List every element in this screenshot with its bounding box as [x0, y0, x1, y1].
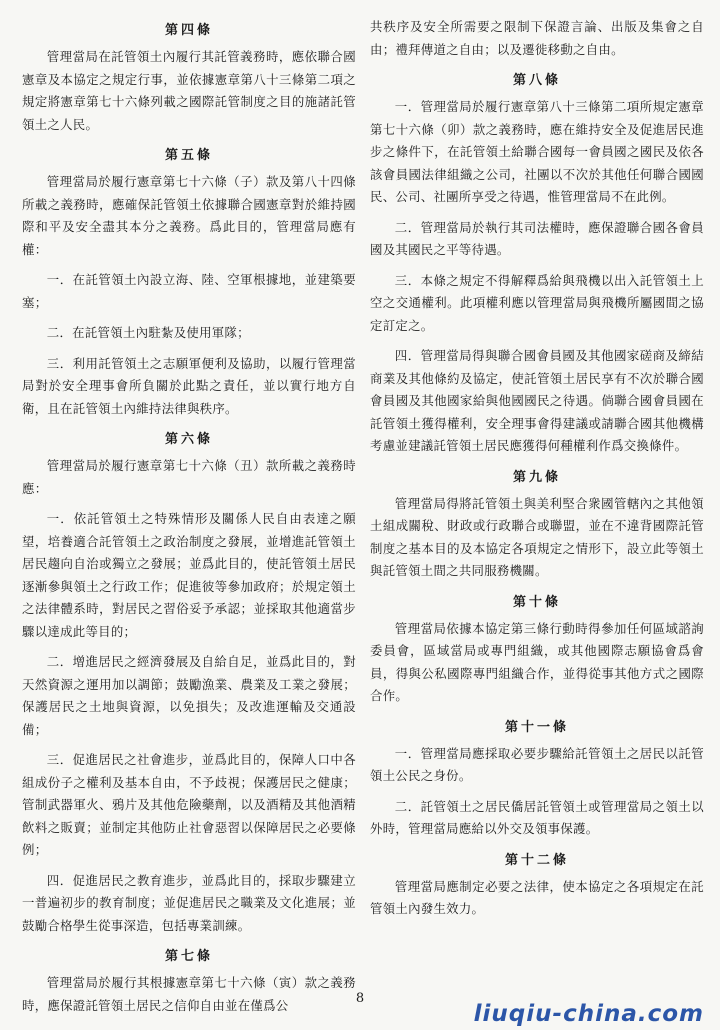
- article-paragraph: 三．本條之規定不得解釋爲給與飛機以出入託管領土上空之交通權利。此項權利應以管理當局與飛機所屬國間之協定訂定之。: [370, 272, 704, 333]
- article-paragraph: 管理當局得將託管領土與美利堅合衆國管轄內之其他領土組成關稅、財政或行政聯合或聯盟，並在不違背國際託管制度之基本目的及本協定各項規定之情形下，設立此等領土與託管領土間之共同服務機關。: [370, 495, 704, 578]
- article-paragraph: 管理當局依據本協定第三條行動時得參加任何區域諮詢委員會，區域當局或專門組織，或其他國際志願協會爲會員，得與公私國際專門組織合作，並得從事其他方式之國際合作。: [370, 620, 704, 703]
- two-column-body: [22, 16, 706, 1025]
- article-paragraph: 一．管理當局於履行憲章第八十三條第二項所規定憲章第七十六條（卯）款之義務時，應在維持安全及促進居民進步之條件下，在託管領土給聯合國每一會員國之國民及依各該會員國法律組織之公司，社團以不次於其他任何聯合國國民、公司、社團所享受之待遇，惟管理當局不在此例。: [370, 99, 704, 204]
- article-paragraph: 一．依託管領土之特殊情形及關係人民自由表達之願望，培養適合託管領土之政治制度之發展，並增進託管領土居民趨向自治或獨立之發展；並爲此目的，使託管領土居民逐漸參與領土之行政工作；促進彼等參加政府；於規定領土之法律體系時，對居民之習俗妥予承認；並採取其他適當步驟以達成此等目的；: [22, 511, 356, 639]
- article-paragraph: 四．促進居民之教育進步，並爲此目的，採取步驟建立一普遍初步的教育制度；並促進居民之職業及文化進展；並鼓勵合格學生從事深造，包括專業訓練。: [22, 872, 356, 933]
- page-number: 8: [355, 991, 365, 1006]
- article-paragraph: 管理當局於履行憲章第七十六條（子）款及第八十四條所載之義務時，應確保託管領土依據聯合國憲章對於維持國際和平及安全盡其本分之義務。爲此目的，管理當局應有權：: [22, 174, 356, 257]
- article-heading: 第九條: [512, 469, 561, 485]
- article-heading: 第十二條: [504, 852, 569, 868]
- article-paragraph: 管理當局應制定必要之法律，使本協定之各項規定在託管領土內發生效力。: [370, 878, 704, 916]
- article-paragraph: 一．在託管領土內設立海、陸、空軍根據地，並建築要塞；: [22, 272, 356, 310]
- left-column: [22, 16, 356, 1025]
- article-paragraph: 三．促進居民之社會進步，並爲此目的，保障人口中各組成份子之權利及基本自由，不予歧視；保護居民之健康；管制武器軍火、鴉片及其他危險藥劑，以及酒精及其他酒精飲料之販賣；並制定其他防止社會惡習以保障居民之必要條例；: [22, 752, 356, 857]
- article-heading: 第四條: [164, 23, 213, 38]
- article-heading: 第五條: [164, 148, 213, 163]
- article-paragraph: 管理當局於履行其根據憲章第七十六條（寅）款之義務時，應保證託管領土居民之信仰自由並在僅爲公: [22, 975, 356, 1013]
- article-paragraph: 二．在託管領土內駐紮及使用軍隊；: [46, 325, 250, 340]
- article-heading: 第十一條: [504, 719, 569, 735]
- article-paragraph: 二．管理當局於執行其司法權時，應保證聯合國各會員國及其國民之平等待遇。: [370, 219, 704, 257]
- article-paragraph: 二．增進居民之經濟發展及自給自足，並爲此目的，對天然資源之運用加以調節；鼓勵漁業、農業及工業之發展；保護居民之土地與資源，以免損失；及改進運輸及交通設備；: [22, 654, 356, 737]
- article-heading: 第七條: [164, 949, 213, 964]
- article-heading: 第十條: [512, 594, 561, 610]
- article-paragraph: 管理當局在託管領土內履行其託管義務時，應依聯合國憲章及本協定之規定行事，並依據憲章第八十三條第二項之規定將憲章第七十六條列載之國際託管制度之目的施諸託管領土之人民。: [22, 49, 356, 132]
- article-paragraph: 三．利用託管領土之志願軍便利及協助，以履行管理當局對於安全理事會所負關於此點之責任，並以實行地方自衛，且在託管領土內維持法律與秩序。: [22, 355, 356, 416]
- article-paragraph: 管理當局於履行憲章第七十六條（丑）款所載之義務時應：: [22, 458, 356, 496]
- article-heading: 第六條: [164, 432, 213, 447]
- right-column: [370, 16, 704, 1025]
- article-paragraph: 四．管理當局得與聯合國會員國及其他國家磋商及締結商業及其他條約及協定，使託管領土居民享有不次於聯合國會員國及其他國家給與他國國民之待遇。倘聯合國會員國在託管領土獲得權利，安全理事會得建議或請聯合國其他機構考慮並建議託管領土居民應獲得何種權利作爲交換條件。: [370, 348, 704, 453]
- article-heading: 第八條: [512, 73, 561, 88]
- article-paragraph: 共秩序及安全所需要之限制下保證言論、出版及集會之自由；禮拜傳道之自由；以及遷徙移動之自由。: [370, 19, 704, 57]
- article-paragraph: 一．管理當局應採取必要步驟給託管領土之居民以託管領土公民之身份。: [370, 745, 704, 783]
- site-watermark: liuqiu-china.com: [473, 1001, 704, 1027]
- article-paragraph: 二．託管領土之居民僑居託管領土或管理當局之領土以外時，管理當局應給以外交及領事保護。: [370, 798, 704, 836]
